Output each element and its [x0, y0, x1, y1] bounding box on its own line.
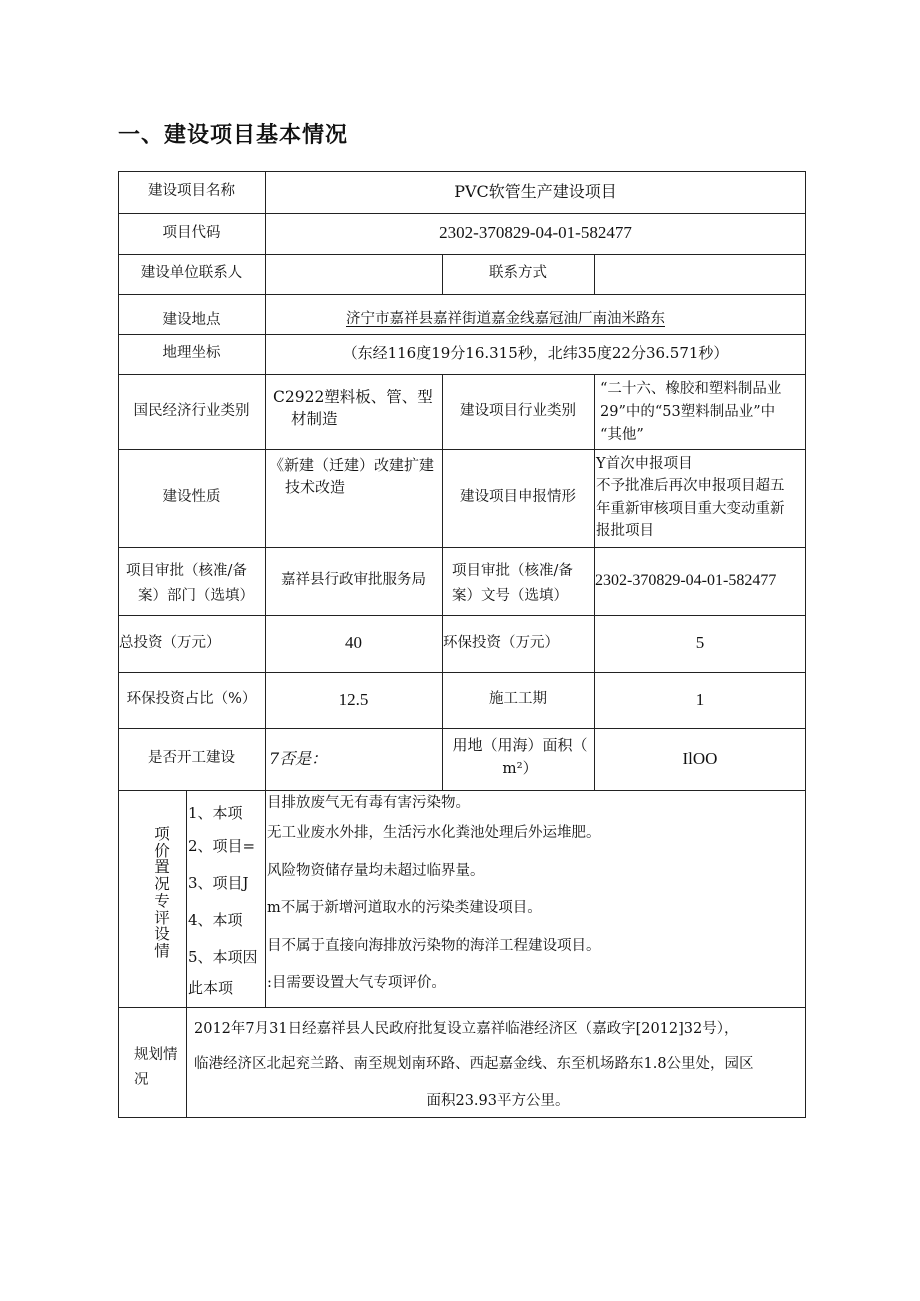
approval-department-label-line: 案）部门（选填）: [138, 587, 254, 604]
special-detail-line: 无工业废水外排，生活污水化粪池处理后外运堆肥。: [267, 825, 601, 841]
special-item: 1、本项: [188, 804, 243, 822]
total-investment-value: 40: [345, 633, 362, 653]
approval-number-label: [442, 547, 594, 615]
started-construction-value: 7否是：: [269, 749, 328, 769]
special-detail-line: 目不属于直接向海排放污染物的海洋工程建设项目。: [267, 937, 601, 954]
industry-category-line: C2922塑料板、管、型: [273, 388, 433, 406]
project-industry-label: 建设项目行业类别: [460, 402, 576, 419]
planning-label-line: 规划情: [134, 1047, 178, 1063]
construction-nature-value: [265, 449, 442, 547]
project-name-value: PVC软管生产建设项目: [454, 182, 617, 202]
project-name-label: 建设项目名称: [148, 183, 235, 200]
application-situation-line: 年重新审核项目重大变动重新: [596, 500, 785, 517]
land-area-label-line: m²）: [502, 759, 538, 778]
location-value: 济宁市嘉祥县嘉祥街道嘉金线嘉冠油厂南油米路东: [346, 311, 665, 328]
construction-nature-line: 技术改造: [285, 477, 346, 496]
approval-number-value: 2302-370829-04-01-582477: [595, 572, 777, 590]
planning-line: 2012年7月31日经嘉祥县人民政府批复设立嘉祥临港经济区（嘉政字[2012]32号），: [194, 1021, 739, 1037]
approval-number-label-line: 项目审批（核准/备: [452, 563, 573, 579]
land-area-label-line: 用地（用海）面积（: [452, 736, 588, 754]
section-title: 一、建设项目基本情况: [118, 123, 349, 148]
special-assessment-label: 项价置况专评设情: [154, 825, 170, 961]
application-situation-line: 不予批准后再次申报项目超五: [596, 478, 785, 495]
contact-method-value: [594, 254, 806, 294]
special-item: 5、本项因: [188, 948, 258, 966]
project-code-value: 2302-370829-04-01-582477: [439, 223, 632, 243]
special-detail-line: 风险物资储存量均未超过临界量。: [267, 862, 485, 879]
project-code-label: 项目代码: [162, 224, 221, 241]
started-construction-label: 是否开工建设: [148, 750, 235, 767]
env-investment-value: 5: [695, 633, 705, 653]
industry-category-label: 国民经济行业类别: [133, 402, 250, 419]
construction-nature-label: 建设性质: [162, 489, 221, 506]
planning-label: [118, 1007, 186, 1117]
special-detail-line: :目需要设置大气专项评价。: [267, 975, 446, 991]
location-label: 建设地点: [162, 312, 221, 329]
industry-category-value: [265, 374, 442, 449]
approval-department-label-line: 项目审批（核准/备: [126, 563, 247, 579]
project-industry-value: [594, 374, 806, 449]
env-investment-label: 环保投资（万元）: [443, 634, 559, 651]
coordinates-label: 地理坐标: [162, 345, 221, 362]
approval-department-label: [118, 547, 265, 615]
coordinates-value: （东经116度19分16.315秒，北纬35度22分36.571秒）: [342, 344, 729, 363]
special-item: 4、本项: [188, 911, 243, 929]
project-industry-line: “其他”: [600, 427, 644, 444]
construction-nature-line: 《新建（迁建）改建扩建: [269, 456, 435, 474]
planning-line: 临港经济区北起兖兰路、南至规划南环路、西起嘉金线、东至机场路东1.8公里处，园区: [194, 1056, 754, 1072]
env-investment-ratio-value: 12.5: [338, 689, 369, 709]
special-item: 2、项目=: [188, 837, 256, 855]
contact-method-label: 联系方式: [489, 265, 547, 282]
special-assessment-details: [265, 791, 806, 1007]
planning-line: 面积23.93平方公里。: [426, 1093, 570, 1109]
special-detail-line: 目排放废气无有毒有害污染物。: [267, 795, 470, 811]
total-investment-label: 总投资（万元）: [119, 634, 221, 651]
env-investment-ratio-label: 环保投资占比（%）: [126, 691, 257, 708]
contact-person-label: 建设单位联系人: [140, 265, 243, 282]
industry-category-line: 材制造: [291, 410, 338, 429]
special-detail-line: m不属于新增河道取水的污染类建设项目。: [267, 900, 542, 916]
land-area-label: [442, 728, 594, 790]
approval-number-label-line: 案）文号（选填）: [452, 587, 568, 604]
application-situation-line: Y首次申报项目: [596, 456, 693, 472]
land-area-value: IlOO: [682, 748, 718, 768]
contact-person-value: [265, 254, 442, 294]
project-industry-line: 29”中的“53塑料制品业”中: [600, 404, 776, 421]
application-situation-value: [594, 449, 806, 547]
special-assessment-items: [186, 798, 265, 1008]
construction-period-label: 施工工期: [489, 691, 547, 708]
approval-department-value: 嘉祥县行政审批服务局: [281, 572, 426, 589]
planning-label-line: 况: [134, 1072, 149, 1089]
project-industry-line: “二十六、橡胶和塑料制品业: [600, 381, 782, 397]
construction-period-value: 1: [695, 689, 705, 709]
special-item: 3、项目J: [188, 874, 249, 892]
special-item: 此本项: [188, 979, 234, 997]
application-situation-line: 报批项目: [596, 523, 654, 540]
application-situation-label: 建设项目申报情形: [460, 489, 576, 506]
planning-details: [186, 1007, 806, 1117]
